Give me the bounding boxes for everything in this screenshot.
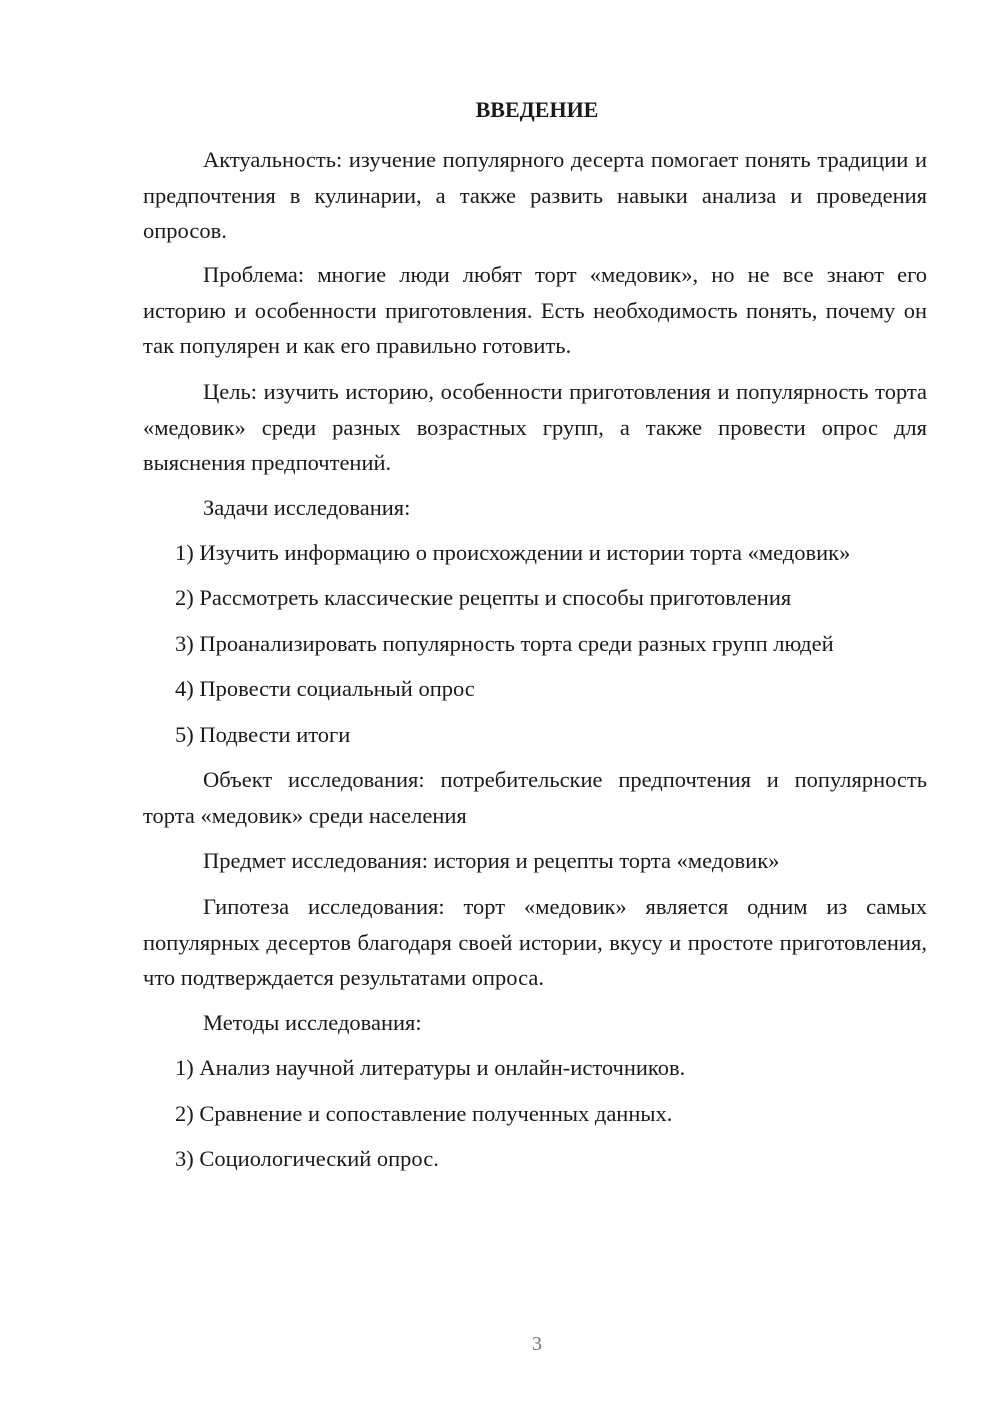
page-number: 3 xyxy=(532,1333,542,1355)
task-item: 5) Подвести итоги xyxy=(175,722,351,747)
method-item: 2) Сравнение и сопоставление полученных данных. xyxy=(175,1101,673,1126)
task-item: 1) Изучить информацию о происхождении и истории торта «медовик» xyxy=(175,540,851,565)
subject-paragraph: Предмет исследования: история и рецепты торта «медовик» xyxy=(203,848,780,873)
method-item: 1) Анализ научной литературы и онлайн-источников. xyxy=(175,1055,686,1080)
task-item: 4) Провести социальный опрос xyxy=(175,676,475,701)
method-item: 3) Социологический опрос. xyxy=(175,1146,439,1171)
object-paragraph: Объект исследования: потребительские предпочтения и популярность торта «медовик» среди населения xyxy=(143,767,927,828)
problem-paragraph: Проблема: многие люди любят торт «медовик», но не все знают его историю и особенности приготовления. Есть необходимость понять, почему он так популярен и как его правильно готовить. xyxy=(143,262,927,358)
relevance-paragraph: Актуальность: изучение популярного десерта помогает понять традиции и предпочтения в кулинарии, а также развить навыки анализа и проведения опросов. xyxy=(143,147,927,243)
page-title: ВВЕДЕНИЕ xyxy=(475,97,599,122)
methods-heading: Методы исследования: xyxy=(203,1010,422,1035)
hypothesis-paragraph: Гипотеза исследования: торт «медовик» является одним из самых популярных десертов благодаря своей истории, вкусу и простоте приготовления, что подтверждается результатами опроса. xyxy=(143,894,927,990)
task-item: 3) Проанализировать популярность торта среди разных групп людей xyxy=(175,631,834,656)
tasks-heading: Задачи исследования: xyxy=(203,495,411,520)
task-item: 2) Рассмотреть классические рецепты и способы приготовления xyxy=(175,585,792,610)
goal-paragraph: Цель: изучить историю, особенности приготовления и популярность торта «медовик» среди разных возрастных групп, а также провести опрос для выяснения предпочтений. xyxy=(143,379,927,475)
